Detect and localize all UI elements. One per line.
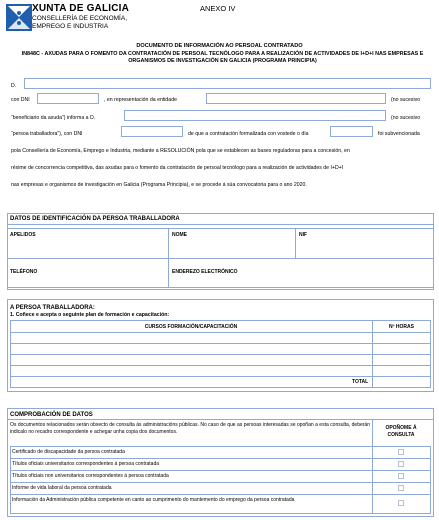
dni-label: con DNI <box>11 97 30 103</box>
verification-item: Información da Administración pública competente en canto ao cumprimento do mantemento do emprego da persoa contratada <box>12 497 295 503</box>
phone-field[interactable]: TELÉFONO <box>10 269 38 275</box>
total-hours-field[interactable] <box>374 378 430 387</box>
email-field[interactable]: ENDEREZO ELECTRÓNICO <box>172 269 238 275</box>
oppose-checkbox[interactable] <box>398 461 404 467</box>
sucesivo-label-1: (no sucesivo <box>391 97 421 103</box>
divider <box>10 482 431 483</box>
divider <box>7 419 434 420</box>
representative-dni-field[interactable] <box>37 93 99 104</box>
divider <box>7 258 434 259</box>
course-row[interactable] <box>12 356 370 364</box>
sucesivo-label-2: (no sucesivo <box>391 115 421 121</box>
course-row[interactable] <box>12 367 370 375</box>
worker-dni-label: “persoa traballadora”), con DNI <box>11 131 83 137</box>
divider <box>10 365 431 366</box>
d-label: D. <box>11 83 17 89</box>
beneficiary-label: “beneficiario da axuda”) informa a D. <box>11 115 96 121</box>
declaration-paragraph-2: réxime de concorrencia competitiva, das axudas para o fomento da contratación de persoal tecnólogo para a realización de actividades de I+D+I <box>11 165 344 171</box>
verification-intro: Os documentos relacionados serán obxecto de consulta ás administracións públicas. No caso de que as persoas interesadas se opoñan a esta consulta, deberán indicalo no recadro correspondente e achegar unha copia dos documentos. <box>10 422 370 435</box>
department-name: CONSELLERÍA DE ECONOMÍA, EMPREGO E INDUSTRIA <box>32 15 127 30</box>
divider <box>10 354 431 355</box>
first-name-field[interactable]: NOME <box>172 232 187 238</box>
org-name: XUNTA DE GALICIA <box>32 3 130 14</box>
worker-dni-field[interactable] <box>121 126 183 137</box>
training-title: A PERSOA TRABALLADORA: <box>10 305 95 311</box>
nif-field[interactable]: NIF <box>299 232 308 238</box>
divider <box>10 458 431 459</box>
oppose-checkbox[interactable] <box>398 449 404 455</box>
divider <box>372 419 373 514</box>
worker-name-field[interactable] <box>124 110 386 121</box>
course-row[interactable] <box>12 345 370 353</box>
identification-title: DATOS DE IDENTIFICACIÓN DA PERSOA TRABALLADORA <box>10 216 180 222</box>
declaration-paragraph-1: pola Consellería de Economía, Emprego e Industria, mediante a RESOLUCIÓN pola que se establecen as bases reguladoras para a concesión, en <box>11 148 350 154</box>
course-row[interactable] <box>12 334 370 342</box>
training-subtitle: 1. Coñece e acepta o seguinte plan de formación e capacitación: <box>10 312 170 318</box>
verification-item: Informe de vida laboral da persoa contratada <box>12 485 112 491</box>
annex-label: ANEXO IV <box>200 4 236 13</box>
verification-item: Títulos oficiais non universitarios correspondentes á persoa contratada <box>12 473 169 479</box>
entity-name-field[interactable] <box>206 93 386 104</box>
oppose-column-header: OPOÑOME Á CONSULTA <box>385 425 417 438</box>
divider <box>10 343 431 344</box>
oppose-checkbox[interactable] <box>398 500 404 506</box>
divider <box>10 376 431 377</box>
verification-title: COMPROBACIÓN DE DATOS <box>10 412 93 418</box>
divider <box>10 332 431 333</box>
total-label: TOTAL <box>352 379 369 385</box>
xunta-logo-icon <box>6 4 32 31</box>
document-title: DOCUMENTO DE INFORMACIÓN AO PERSOAL CONTRATADO <box>136 43 303 49</box>
verification-item: Títulos oficiais universitarios correspondentes á persoa contratada <box>12 461 160 467</box>
divider <box>10 470 431 471</box>
divider <box>295 228 296 258</box>
verification-item: Certificado de discapacidade da persoa contratada <box>12 449 125 455</box>
contract-label: de que a contratación formalizada con vostede o día <box>188 131 309 137</box>
procedure-title: IN848C - AXUDAS PARA O FOMENTO DA CONTRATACIÓN DE PERSOAL TECNÓLOGO PARA A REALIZACIÓN DE ACTIVIDADES DE I+D+I NAS EMPRESAS E ORGANISMOS DE INVESTIGACIÓN EN GALICIA (PROGRAMA PRINCIPIA) <box>21 51 424 64</box>
entity-label: , en representación da entidade <box>104 97 177 103</box>
representative-name-field[interactable] <box>24 78 431 89</box>
courses-column-header: CURSOS FORMACIÓN/CAPACITACIÓN <box>144 324 238 330</box>
subsidised-label: foi subvencionada <box>378 131 420 137</box>
declaration-paragraph-3: nas empresas e organismos de investigación en Galicia (Programa Principia), e se procede á súa convocatoria para o ano 2020. <box>11 182 307 188</box>
contract-date-field[interactable] <box>330 126 373 137</box>
divider <box>168 228 169 288</box>
hours-column-header: Nº HORAS <box>389 324 414 330</box>
divider <box>10 494 431 495</box>
surname-field[interactable]: APELIDOS <box>10 232 36 238</box>
oppose-checkbox[interactable] <box>398 473 404 479</box>
divider <box>7 224 434 225</box>
oppose-checkbox[interactable] <box>398 485 404 491</box>
